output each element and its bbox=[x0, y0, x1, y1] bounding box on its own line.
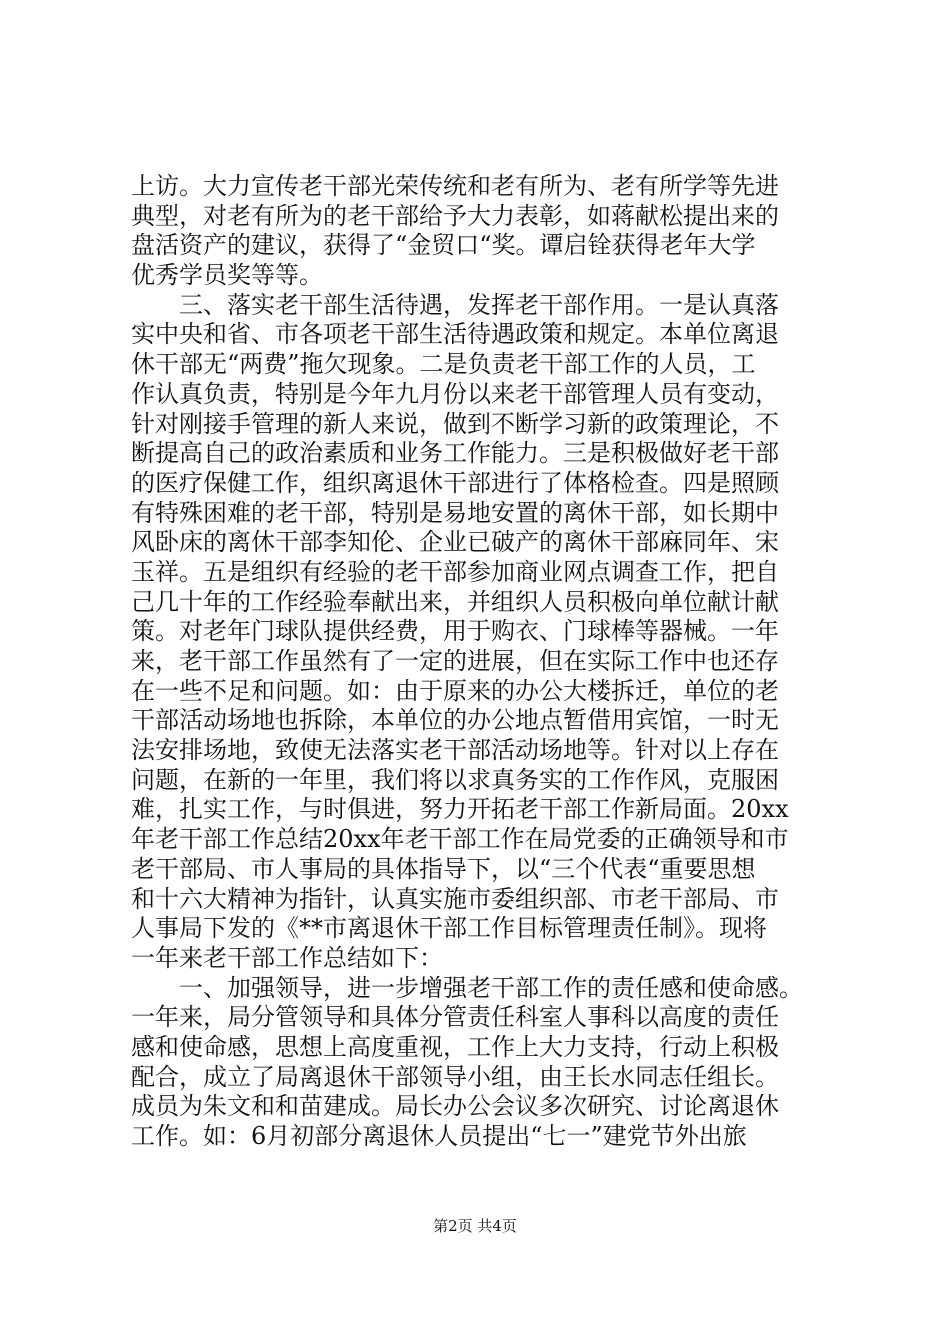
body-line: 在一些不足和问题。如：由于原来的办公大楼拆迁，单位的老 bbox=[131, 676, 779, 705]
body-line: 的医疗保健工作，组织离退休干部进行了体格检查。四是照顾 bbox=[131, 468, 779, 497]
body-line: 上访。大力宣传老干部光荣传统和老有所为、老有所学等先进 bbox=[131, 172, 779, 200]
body-line: 休干部无“两费”拖欠现象。二是负责老干部工作的人员，工 bbox=[131, 350, 756, 379]
body-line: 人事局下发的《**市离退休干部工作目标管理责任制》。现将 bbox=[131, 914, 767, 943]
page-number-footer: 第2页 共4页 bbox=[433, 1217, 517, 1235]
body-line: 成员为朱文和和苗建成。局长办公会议多次研究、讨论离退休 bbox=[131, 1092, 779, 1121]
body-line: 问题，在新的一年里，我们将以求真务实的工作作风，克服困 bbox=[131, 765, 779, 794]
body-line: 年老干部工作总结20xx年老干部工作在局党委的正确领导和市 bbox=[131, 825, 789, 854]
body-line: 一年来，局分管领导和具体分管责任科室人事科以高度的责任 bbox=[131, 1003, 779, 1032]
body-line: 老干部局、市人事局的具体指导下，以“三个代表“重要思想 bbox=[131, 854, 756, 883]
body-line: 一、加强领导，进一步增强老干部工作的责任感和使命感。 bbox=[131, 973, 803, 1002]
body-line: 配合，成立了局离退休干部领导小组，由王长水同志任组长。 bbox=[131, 1062, 779, 1091]
body-line: 玉祥。五是组织有经验的老干部参加商业网点调查工作，把自 bbox=[131, 557, 779, 586]
body-line: 断提高自己的政治素质和业务工作能力。三是积极做好老干部 bbox=[131, 439, 779, 468]
body-line: 典型，对老有所为的老干部给予大力表彰，如蒋献松提出来的 bbox=[131, 201, 779, 230]
body-line: 作认真负责，特别是今年九月份以来老干部管理人员有变动， bbox=[131, 379, 779, 408]
body-line: 难，扎实工作，与时俱进，努力开拓老干部工作新局面。20xx bbox=[131, 795, 789, 824]
body-line: 三、落实老干部生活待遇，发挥老干部作用。一是认真落 bbox=[131, 290, 779, 319]
body-line: 己几十年的工作经验奉献出来，并组织人员积极向单位献计献 bbox=[131, 587, 779, 616]
body-line: 干部活动场地也拆除，本单位的办公地点暂借用宾馆，一时无 bbox=[131, 706, 779, 735]
body-line: 针对刚接手管理的新人来说，做到不断学习新的政策理论，不 bbox=[131, 409, 779, 438]
body-line: 策。对老年门球队提供经费，用于购衣、门球棒等器械。一年 bbox=[131, 617, 779, 646]
body-line: 优秀学员奖等等。 bbox=[131, 261, 323, 290]
body-line: 和十六大精神为指针，认真实施市委组织部、市老干部局、市 bbox=[131, 884, 779, 913]
body-line: 感和使命感，思想上高度重视，工作上大力支持，行动上积极 bbox=[131, 1032, 779, 1061]
body-line: 盘活资产的建议，获得了“金贸口“奖。谭启铨获得老年大学 bbox=[131, 231, 756, 260]
body-line: 一年来老干部工作总结如下： bbox=[131, 943, 443, 972]
body-line: 来，老干部工作虽然有了一定的进展，但在实际工作中也还存 bbox=[131, 647, 779, 675]
body-line: 有特殊困难的老干部，特别是易地安置的离休干部，如长期中 bbox=[131, 498, 779, 527]
body-line: 风卧床的离休干部李知伦、企业已破产的离休干部麻同年、宋 bbox=[131, 528, 779, 557]
body-line: 法安排场地，致使无法落实老干部活动场地等。针对以上存在 bbox=[131, 736, 779, 765]
body-line: 实中央和省、市各项老干部生活待遇政策和规定。本单位离退 bbox=[131, 320, 779, 349]
body-line: 工作。如：6月初部分离退休人员提出“七一”建党节外出旅 bbox=[131, 1122, 747, 1150]
document-body bbox=[131, 172, 851, 1152]
